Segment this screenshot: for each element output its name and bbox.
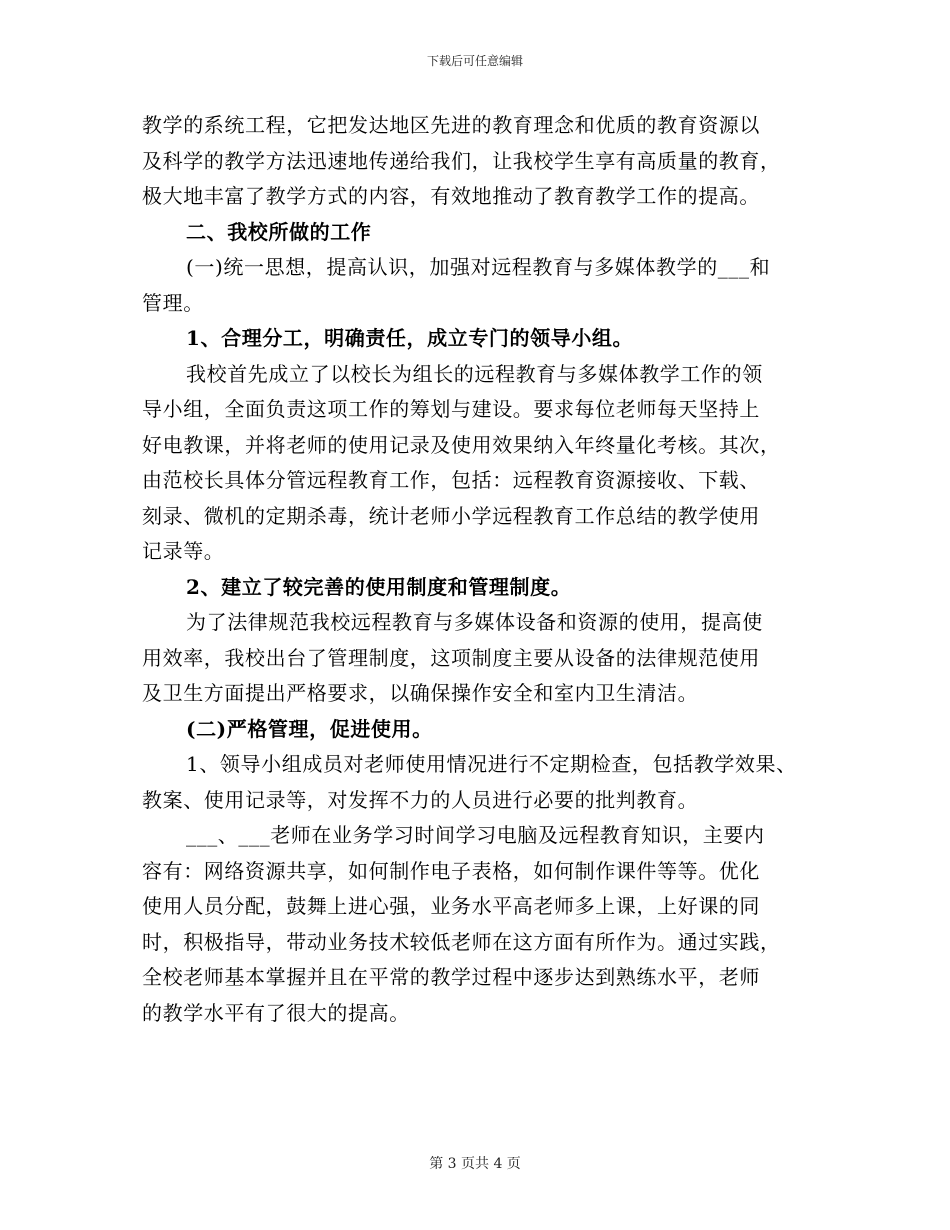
paragraph-line: 全校老师基本掌握并且在平常的教学过程中逐步达到熟练水平，老师: [142, 965, 760, 989]
paragraph-line: 及科学的教学方法迅速地传递给我们，让我校学生享有高质量的教育，: [142, 148, 781, 173]
page-header: 下载后可任意编辑: [426, 54, 523, 68]
paragraph-line: 教学的系统工程，它把发达地区先进的教育理念和优质的教育资源以: [142, 113, 760, 137]
paragraph-line: (一)统一思想，提高认识，加强对远程教育与多媒体教学的___和: [186, 255, 771, 279]
paragraph-line: 教案、使用记录等，对发挥不力的人员进行必要的批判教育。: [142, 787, 699, 812]
subsection-heading: 2、建立了较完善的使用制度和管理制度。: [186, 574, 572, 599]
paragraph-line: 我校首先成立了以校长为组长的远程教育与多媒体教学工作的领: [186, 361, 763, 386]
paragraph-line: 为了法律规范我校远程教育与多媒体设备和资源的使用，提高使: [186, 610, 763, 634]
subsection-heading: 1、合理分工，明确责任，成立专门的领导小组。: [186, 326, 634, 350]
paragraph-line: 导小组，全面负责这项工作的筹划与建设。要求每位老师每天坚持上: [142, 397, 760, 421]
paragraph-line: 容有：网络资源共享，如何制作电子表格，如何制作课件等等。优化: [142, 858, 760, 883]
section-heading: 二、我校所做的工作: [186, 219, 372, 244]
document-body: [142, 108, 822, 1031]
section-heading: (二)严格管理，促进使用。: [186, 716, 433, 741]
page-footer: 第 3 页共 4 页: [429, 1156, 521, 1172]
paragraph-line: 1、领导小组成员对老师使用情况进行不定期检查，包括教学效果、: [186, 752, 797, 776]
paragraph-line: 刻录、微机的定期杀毒，统计老师小学远程教育工作总结的教学使用: [142, 503, 760, 528]
paragraph-line: 记录等。: [142, 539, 225, 563]
paragraph-line: 的教学水平有了很大的提高。: [142, 1000, 410, 1025]
paragraph-line: 由范校长具体分管远程教育工作，包括：远程教育资源接收、下载、: [142, 468, 760, 492]
paragraph-line: 时，积极指导，带动业务技术较低老师在这方面有所作为。通过实践，: [142, 929, 781, 954]
paragraph-line: 及卫生方面提出严格要求，以确保操作安全和室内卫生清洁。: [142, 681, 699, 705]
paragraph-line: 管理。: [142, 290, 204, 315]
paragraph-line: 使用人员分配，鼓舞上进心强，业务水平高老师多上课，上好课的同: [142, 894, 760, 918]
paragraph-line: 用效率，我校出台了管理制度，这项制度主要从设备的法律规范使用: [142, 645, 760, 670]
paragraph-line: 极大地丰富了教学方式的内容，有效地推动了教育教学工作的提高。: [142, 184, 760, 208]
paragraph-line: 好电教课，并将老师的使用记录及使用效果纳入年终量化考核。其次，: [142, 432, 781, 457]
paragraph-line: ___、___老师在业务学习时间学习电脑及远程教育知识，主要内: [186, 823, 765, 847]
